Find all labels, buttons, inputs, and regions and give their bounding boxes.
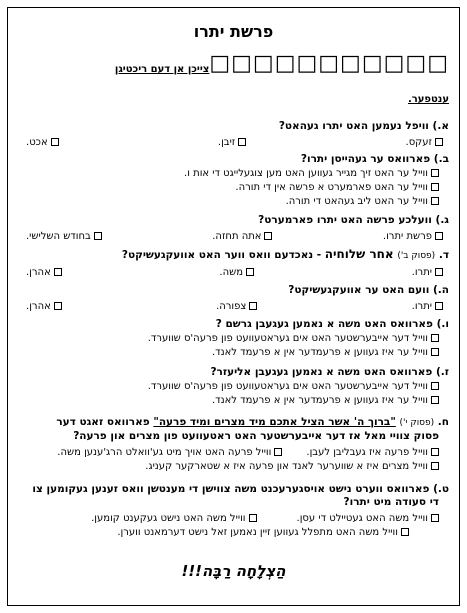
checkbox-icon[interactable] — [435, 268, 443, 276]
option[interactable]: אכט. — [26, 136, 59, 149]
option[interactable]: צפורה. — [216, 300, 257, 313]
page-title: פרשת יתרו — [193, 22, 274, 41]
option[interactable]: ווייל משה האט מתפלל געווען זיין נאמען זאל נישט דערמאנט ווערן. — [18, 526, 409, 539]
checkbox-icon[interactable] — [249, 302, 257, 310]
checkbox-icon[interactable] — [54, 268, 62, 276]
checkbox-icon[interactable] — [246, 268, 254, 276]
checkbox-icon[interactable] — [431, 197, 439, 205]
option[interactable]: אתה תחזה. — [212, 230, 272, 243]
question-g — [18, 366, 449, 407]
options-row — [18, 136, 449, 149]
option[interactable]: ווייל משה האט נישט געקענט קומען. — [91, 512, 256, 525]
question-b — [18, 153, 449, 208]
checkbox-icon[interactable] — [264, 232, 272, 240]
question-heading: א.) וויפל נעמען האט יתרו געהאט? — [278, 120, 449, 132]
checkbox-icon[interactable] — [401, 528, 409, 536]
question-a — [18, 120, 449, 149]
options-row — [18, 512, 449, 525]
checkbox-icon[interactable] — [431, 514, 439, 522]
checkbox-icon[interactable] — [54, 302, 62, 310]
checkbox-icon[interactable] — [435, 302, 443, 310]
checkbox-icon[interactable] — [238, 138, 246, 146]
instruction-boxes: □□□□□□□□□□□ — [209, 51, 449, 76]
checkbox-icon[interactable] — [431, 334, 439, 342]
options-row — [18, 266, 449, 279]
question-heading-line2: פסוק צוויי מאל אז דער אייבערשטער האט ראטעוועט פון מצרים און פרעה? — [73, 430, 439, 442]
option[interactable]: ווייל ער האט זיך מגייר געווען האט מען צוגעלייגט די אות ו. — [18, 167, 439, 180]
options-row — [18, 230, 449, 243]
option[interactable]: יתרו. — [412, 300, 443, 313]
checkbox-icon[interactable] — [431, 448, 439, 456]
option[interactable]: זעקס. — [406, 136, 443, 149]
question-heading: ג.) וועלכע פרשה האט יתרו פארמערט? — [258, 214, 449, 226]
option[interactable]: ווייל דער אייבערשטער האט אים געראטעוועט פון פרעה'ס שווערד. — [18, 380, 439, 393]
question-heading: ו.) פארוואס האט משה א נאמען געגעבן גרשם ? — [215, 318, 449, 330]
option[interactable]: בחודש השלישי. — [26, 230, 102, 243]
question-h — [18, 416, 449, 473]
option[interactable]: אהרן. — [26, 266, 62, 279]
question-d — [18, 248, 449, 279]
checkbox-icon[interactable] — [94, 232, 102, 240]
instruction-line2: ענטפער. — [407, 94, 449, 105]
closing-greeting: הַצְלָחָה רַבָּה!!! — [181, 562, 286, 580]
instructions — [18, 52, 449, 76]
option[interactable]: ווייל ער האט ליב געהאט די תורה. — [18, 195, 439, 208]
option[interactable]: ווייל ער איז געווען א פרעמדער אין א פרעמד לאנד. — [18, 394, 439, 407]
checkbox-icon[interactable] — [435, 138, 443, 146]
question-heading: ט.) פארוואס ווערט נישט אויסגערעכנט משה צווישן די מענטשן וואס זענען געקומען צו — [32, 483, 449, 495]
checkbox-icon[interactable] — [274, 448, 282, 456]
checkbox-icon[interactable] — [431, 462, 439, 470]
checkbox-icon[interactable] — [431, 183, 439, 191]
question-e — [18, 284, 449, 313]
options-row — [18, 446, 449, 459]
options-row — [18, 300, 449, 313]
checkbox-icon[interactable] — [431, 169, 439, 177]
question-heading: ז.) פארוואס האט משה א נאמען געגעבן אליעזר? — [210, 366, 449, 378]
option[interactable]: זיבן. — [218, 136, 246, 149]
checkbox-icon[interactable] — [51, 138, 59, 146]
option[interactable]: ווייל פרעה איז געבליבן לעבן. — [306, 446, 439, 459]
instruction-line1: צייכן אן דעם ריכטיגן — [114, 64, 210, 75]
question-heading: ח. (פסוק י') "ברוך ה' אשר הציל אתכם מיד מצרים ומיד פרעה" פארוואס זאגט דער — [56, 416, 449, 428]
question-heading: ב.) פארוואס ער געהייסן יתרו? — [300, 153, 449, 165]
option[interactable]: ווייל פרעה האט אויך מיט גע'וואלט הרג'ענען משה. — [57, 446, 282, 459]
checkbox-icon[interactable] — [431, 396, 439, 404]
checkbox-icon[interactable] — [249, 514, 257, 522]
question-i — [18, 483, 449, 539]
checkbox-icon[interactable] — [431, 348, 439, 356]
question-f — [18, 318, 449, 359]
option[interactable]: ווייל ער האט פארמערט א פרשה אין די תורה. — [18, 181, 439, 194]
checkbox-icon[interactable] — [435, 232, 443, 240]
question-heading: ד. (פסוק ב') אחר שלוחיה - נאכדעם וואס ווער האט אוועקגעשיקט? — [121, 247, 449, 261]
question-heading-line2: די סעודה מיט יתרו? — [343, 496, 439, 508]
question-c — [18, 214, 449, 243]
worksheet-content — [18, 18, 449, 596]
question-heading: ה.) וועם האט ער אוועקגעשיקט? — [288, 284, 449, 296]
option[interactable]: משה. — [219, 266, 254, 279]
option[interactable]: אהרן. — [26, 300, 62, 313]
option[interactable]: יתרו. — [412, 266, 443, 279]
option[interactable]: ווייל מצרים איז א שווערער לאנד און פרעה איז א שטארקער קעניג. — [18, 460, 439, 473]
option[interactable]: פרשת יתרו. — [383, 230, 443, 243]
option[interactable]: ווייל דער אייבערשטער האט אים געראטעוועט פון פרעה'ס שווערד. — [18, 332, 439, 345]
option[interactable]: ווייל ער איז געווען א פרעמדער אין א פרעמד לאנד. — [18, 346, 439, 359]
option[interactable]: ווייל משה האט געטיילט די עסן. — [297, 512, 439, 525]
checkbox-icon[interactable] — [431, 382, 439, 390]
